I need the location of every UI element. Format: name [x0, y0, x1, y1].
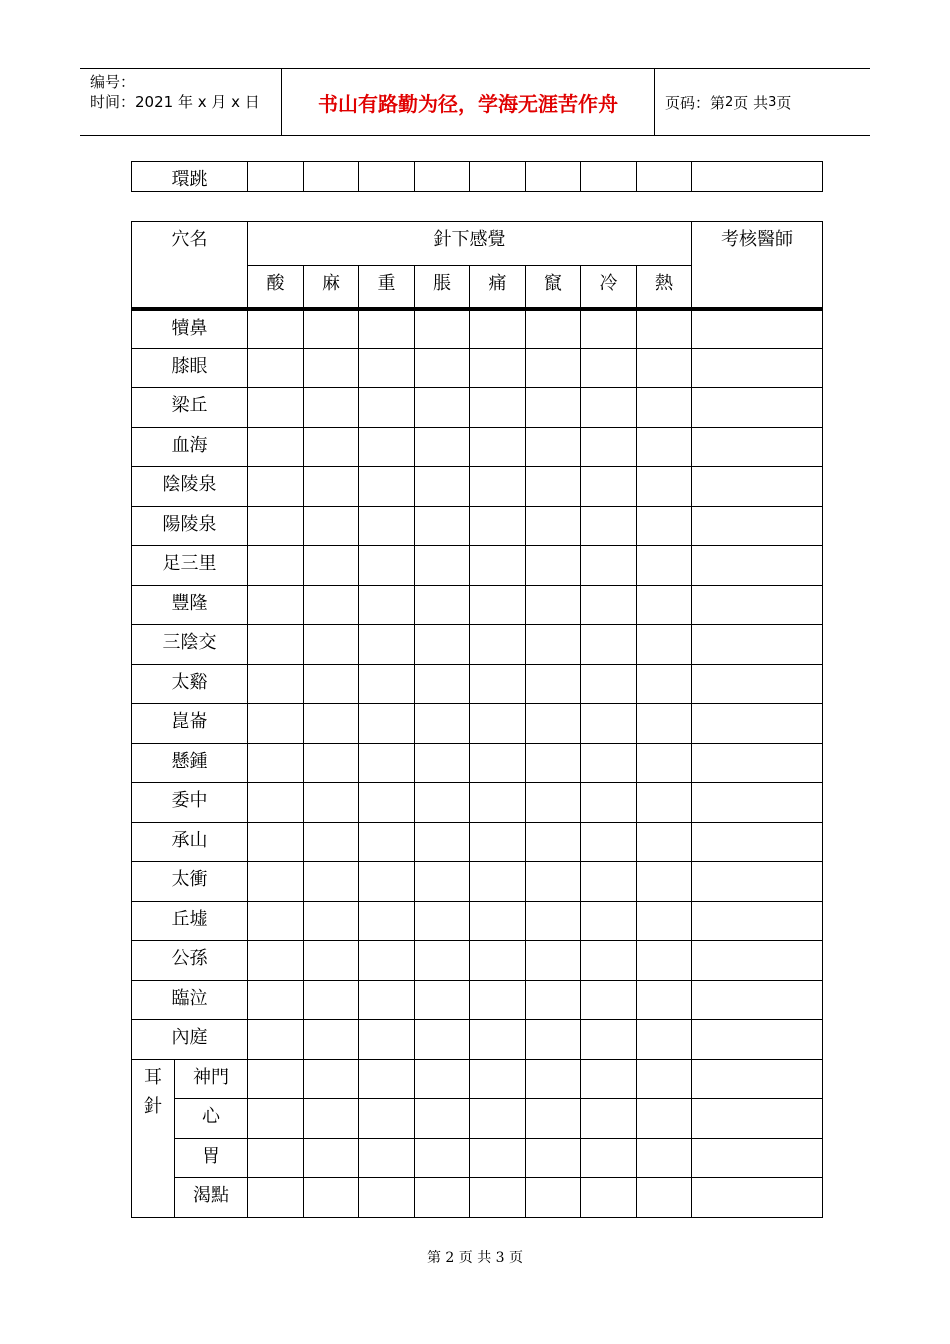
sensation-cell[interactable] — [248, 783, 304, 823]
sensation-cell[interactable] — [248, 941, 304, 981]
sensation-cell[interactable] — [581, 348, 637, 388]
sensation-cell[interactable] — [359, 980, 415, 1020]
sensation-cell[interactable] — [470, 862, 526, 902]
point-name: 環跳 — [132, 162, 248, 192]
sensation-cell[interactable] — [526, 506, 581, 546]
ear-acupuncture-label: 耳 針 — [132, 1059, 175, 1217]
sensation-cell[interactable] — [637, 467, 692, 507]
table-row — [132, 427, 823, 467]
sensation-cell[interactable] — [248, 427, 304, 467]
sensation-cell[interactable] — [526, 901, 581, 941]
point-name: 內庭 — [132, 1020, 248, 1060]
sensation-cell[interactable] — [581, 743, 637, 783]
sensation-cell[interactable] — [470, 162, 526, 192]
sensation-cell[interactable] — [637, 1059, 692, 1099]
sensation-cell[interactable] — [470, 1178, 526, 1218]
sensation-cell[interactable] — [470, 1099, 526, 1139]
sensation-cell[interactable] — [359, 1020, 415, 1060]
sensation-cell[interactable] — [526, 704, 581, 744]
sensation-cell[interactable] — [415, 546, 470, 586]
sensation-cell[interactable] — [304, 427, 359, 467]
ear-point-name: 神門 — [175, 1059, 248, 1099]
table-row — [132, 822, 823, 862]
sensation-cell[interactable] — [304, 348, 359, 388]
sensation-cell[interactable] — [248, 743, 304, 783]
sensation-cell[interactable] — [359, 348, 415, 388]
sensation-cell[interactable] — [359, 162, 415, 192]
sensation-cell[interactable] — [248, 309, 304, 349]
header-page-info — [655, 69, 870, 135]
doctor-cell[interactable] — [692, 941, 823, 981]
sensation-cell[interactable] — [415, 1178, 470, 1218]
sensation-cell[interactable] — [359, 862, 415, 902]
doctor-cell[interactable] — [692, 704, 823, 744]
sensation-cell[interactable] — [526, 664, 581, 704]
sensation-cell[interactable] — [415, 1020, 470, 1060]
sensation-cell[interactable] — [415, 664, 470, 704]
sensation-cell[interactable] — [415, 162, 470, 192]
sensation-cell[interactable] — [637, 427, 692, 467]
doctor-cell[interactable] — [692, 901, 823, 941]
point-name: 血海 — [132, 427, 248, 467]
sensation-cell[interactable] — [637, 783, 692, 823]
sensation-cell[interactable] — [581, 664, 637, 704]
doctor-cell[interactable] — [692, 546, 823, 586]
sensation-cell[interactable] — [304, 664, 359, 704]
sensation-cell[interactable] — [415, 388, 470, 428]
page-label: 页码：第 — [665, 93, 726, 112]
sensation-cell[interactable] — [470, 348, 526, 388]
sensation-cell[interactable] — [248, 1020, 304, 1060]
point-name: 太衝 — [132, 862, 248, 902]
sensation-cell[interactable] — [304, 783, 359, 823]
sensation-cell[interactable] — [304, 980, 359, 1020]
sensation-cell[interactable] — [248, 664, 304, 704]
sensation-cell[interactable] — [637, 309, 692, 349]
sensation-cell[interactable] — [359, 467, 415, 507]
page-total: 3 — [768, 94, 777, 110]
sensation-cell[interactable] — [470, 546, 526, 586]
point-name: 梁丘 — [132, 388, 248, 428]
sensation-cell[interactable] — [526, 388, 581, 428]
table-row — [132, 1178, 823, 1218]
sensation-header: 冷 — [581, 266, 637, 309]
sensation-cell[interactable] — [415, 901, 470, 941]
header-motto: 书山有路勤为径，学海无涯苦作舟 — [282, 69, 655, 135]
point-name: 膝眼 — [132, 348, 248, 388]
table-row — [132, 1020, 823, 1060]
table-row — [132, 506, 823, 546]
table-row — [132, 585, 823, 625]
sensation-cell[interactable] — [526, 348, 581, 388]
sensation-cell[interactable] — [415, 348, 470, 388]
sensation-cell[interactable] — [248, 1138, 304, 1178]
sensation-cell[interactable] — [526, 1138, 581, 1178]
table-row — [132, 980, 823, 1020]
sensation-cell[interactable] — [581, 941, 637, 981]
sensation-cell[interactable] — [248, 1059, 304, 1099]
sensation-cell[interactable] — [415, 1099, 470, 1139]
sensation-cell[interactable] — [581, 862, 637, 902]
sensation-header: 重 — [359, 266, 415, 309]
sensation-cell[interactable] — [637, 862, 692, 902]
sensation-cell[interactable] — [304, 901, 359, 941]
sensation-cell[interactable] — [248, 980, 304, 1020]
sensation-cell[interactable] — [637, 901, 692, 941]
sensation-cell[interactable] — [526, 467, 581, 507]
doctor-cell[interactable] — [692, 862, 823, 902]
sensation-cell[interactable] — [637, 348, 692, 388]
sensation-cell[interactable] — [359, 1099, 415, 1139]
sensation-cell[interactable] — [304, 1138, 359, 1178]
doctor-cell[interactable] — [692, 1138, 823, 1178]
sensation-cell[interactable] — [470, 783, 526, 823]
sensation-cell[interactable] — [470, 625, 526, 665]
sensation-cell[interactable] — [581, 1138, 637, 1178]
sensation-cell[interactable] — [304, 822, 359, 862]
sensation-cell[interactable] — [415, 467, 470, 507]
sensation-cell[interactable] — [637, 625, 692, 665]
doctor-cell[interactable] — [692, 309, 823, 349]
sensation-cell[interactable] — [248, 1099, 304, 1139]
sensation-cell[interactable] — [637, 1099, 692, 1139]
point-name: 犢鼻 — [132, 309, 248, 349]
sensation-cell[interactable] — [359, 546, 415, 586]
continuation-table — [131, 161, 823, 192]
point-name: 公孫 — [132, 941, 248, 981]
table-row — [132, 1099, 823, 1139]
sensation-cell[interactable] — [304, 862, 359, 902]
sensation-cell[interactable] — [248, 625, 304, 665]
sensation-cell[interactable] — [581, 427, 637, 467]
doctor-cell[interactable] — [692, 1059, 823, 1099]
point-name: 臨泣 — [132, 980, 248, 1020]
sensation-cell[interactable] — [637, 1138, 692, 1178]
sensation-cell[interactable] — [415, 980, 470, 1020]
doctor-cell[interactable] — [692, 783, 823, 823]
sensation-cell[interactable] — [526, 1178, 581, 1218]
sensation-cell[interactable] — [637, 585, 692, 625]
table-row — [132, 901, 823, 941]
sensation-cell[interactable] — [359, 1059, 415, 1099]
sensation-cell[interactable] — [248, 1178, 304, 1218]
sensation-cell[interactable] — [526, 625, 581, 665]
sensation-cell[interactable] — [526, 162, 581, 192]
page-number: 2 — [725, 94, 734, 110]
col-header-sensation: 針下感覺 — [248, 222, 692, 266]
time-label: 时间：2021 年 x 月 x 日 — [90, 93, 260, 111]
table-row — [132, 664, 823, 704]
col-header-point: 穴名 — [132, 222, 248, 309]
sensation-cell[interactable] — [470, 1059, 526, 1099]
col-header-doctor: 考核醫師 — [692, 222, 823, 309]
sensation-cell[interactable] — [304, 506, 359, 546]
sensation-cell[interactable] — [526, 980, 581, 1020]
sensation-cell[interactable] — [581, 585, 637, 625]
sensation-cell[interactable] — [470, 822, 526, 862]
sensation-cell[interactable] — [526, 1020, 581, 1060]
sensation-cell[interactable] — [359, 901, 415, 941]
sensation-cell[interactable] — [637, 822, 692, 862]
sensation-cell[interactable] — [637, 546, 692, 586]
sensation-cell[interactable] — [581, 1178, 637, 1218]
table-row — [132, 783, 823, 823]
doctor-cell[interactable] — [692, 388, 823, 428]
page-mid: 页 共 — [733, 93, 769, 112]
doctor-cell[interactable] — [692, 162, 823, 192]
sensation-cell[interactable] — [248, 822, 304, 862]
point-name: 豐隆 — [132, 585, 248, 625]
sensation-cell[interactable] — [304, 941, 359, 981]
sensation-cell[interactable] — [359, 585, 415, 625]
ear-point-name: 胃 — [175, 1138, 248, 1178]
sensation-header: 麻 — [304, 266, 359, 309]
sensation-cell[interactable] — [581, 704, 637, 744]
sensation-cell[interactable] — [637, 1178, 692, 1218]
sensation-cell[interactable] — [415, 743, 470, 783]
sensation-cell[interactable] — [637, 162, 692, 192]
page-header — [80, 68, 870, 136]
doctor-cell[interactable] — [692, 467, 823, 507]
sensation-cell[interactable] — [470, 427, 526, 467]
sensation-cell[interactable] — [415, 427, 470, 467]
sensation-cell[interactable] — [581, 1020, 637, 1060]
sensation-cell[interactable] — [248, 162, 304, 192]
sensation-cell[interactable] — [581, 822, 637, 862]
sensation-cell[interactable] — [581, 467, 637, 507]
sensation-cell[interactable] — [526, 783, 581, 823]
table-row — [132, 862, 823, 902]
sensation-cell[interactable] — [415, 625, 470, 665]
sensation-cell[interactable] — [304, 585, 359, 625]
sensation-cell[interactable] — [526, 427, 581, 467]
sensation-cell[interactable] — [470, 743, 526, 783]
table-row — [132, 348, 823, 388]
sensation-cell[interactable] — [581, 546, 637, 586]
table-row — [132, 941, 823, 981]
sensation-cell[interactable] — [248, 348, 304, 388]
sensation-cell[interactable] — [581, 980, 637, 1020]
sensation-cell[interactable] — [581, 309, 637, 349]
sensation-cell[interactable] — [304, 1059, 359, 1099]
sensation-cell[interactable] — [304, 1178, 359, 1218]
sensation-cell[interactable] — [581, 506, 637, 546]
sensation-cell[interactable] — [581, 901, 637, 941]
sensation-cell[interactable] — [526, 941, 581, 981]
page-footer: 第 2 页 共 3 页 — [426, 1250, 524, 1266]
sensation-cell[interactable] — [359, 1138, 415, 1178]
sensation-cell[interactable] — [359, 625, 415, 665]
sensation-cell[interactable] — [637, 941, 692, 981]
sensation-cell[interactable] — [304, 743, 359, 783]
sensation-cell[interactable] — [304, 1099, 359, 1139]
table-row — [132, 546, 823, 586]
table-row — [132, 388, 823, 428]
sensation-cell[interactable] — [526, 546, 581, 586]
sensation-cell[interactable] — [581, 1099, 637, 1139]
sensation-cell[interactable] — [526, 1099, 581, 1139]
point-name: 足三里 — [132, 546, 248, 586]
sensation-cell[interactable] — [637, 506, 692, 546]
point-name: 陽陵泉 — [132, 506, 248, 546]
point-name: 懸鍾 — [132, 743, 248, 783]
table-row — [132, 704, 823, 744]
table-row — [132, 1138, 823, 1178]
sensation-cell[interactable] — [470, 1020, 526, 1060]
sensation-cell[interactable] — [470, 901, 526, 941]
sensation-cell[interactable] — [359, 704, 415, 744]
doctor-cell[interactable] — [692, 348, 823, 388]
table-row — [132, 467, 823, 507]
sensation-cell[interactable] — [470, 704, 526, 744]
doctor-cell[interactable] — [692, 822, 823, 862]
sensation-cell[interactable] — [470, 585, 526, 625]
point-name: 三陰交 — [132, 625, 248, 665]
header-meta — [80, 69, 282, 135]
sensation-cell[interactable] — [359, 1178, 415, 1218]
sensation-cell[interactable] — [415, 585, 470, 625]
doctor-cell[interactable] — [692, 1178, 823, 1218]
doctor-cell[interactable] — [692, 980, 823, 1020]
ear-point-name: 心 — [175, 1099, 248, 1139]
point-name: 委中 — [132, 783, 248, 823]
sensation-header: 脹 — [415, 266, 470, 309]
sensation-cell[interactable] — [470, 506, 526, 546]
sensation-cell[interactable] — [415, 941, 470, 981]
sensation-cell[interactable] — [415, 506, 470, 546]
doctor-cell[interactable] — [692, 664, 823, 704]
doctor-cell[interactable] — [692, 427, 823, 467]
doctor-cell[interactable] — [692, 1099, 823, 1139]
sensation-cell[interactable] — [359, 427, 415, 467]
sensation-cell[interactable] — [470, 388, 526, 428]
sensation-cell[interactable] — [470, 467, 526, 507]
table-row — [132, 309, 823, 349]
acupoint-table — [131, 221, 823, 1218]
sensation-cell[interactable] — [304, 467, 359, 507]
sensation-cell[interactable] — [415, 704, 470, 744]
doctor-cell[interactable] — [692, 625, 823, 665]
sensation-cell[interactable] — [359, 506, 415, 546]
sensation-cell[interactable] — [248, 901, 304, 941]
sensation-header: 酸 — [248, 266, 304, 309]
sensation-cell[interactable] — [304, 162, 359, 192]
doctor-cell[interactable] — [692, 506, 823, 546]
sensation-cell[interactable] — [637, 980, 692, 1020]
sensation-cell[interactable] — [637, 1020, 692, 1060]
sensation-cell[interactable] — [415, 309, 470, 349]
sensation-cell[interactable] — [415, 862, 470, 902]
header-row — [132, 222, 823, 266]
sensation-header: 熱 — [637, 266, 692, 309]
sensation-cell[interactable] — [581, 162, 637, 192]
sensation-cell[interactable] — [359, 783, 415, 823]
table-row — [132, 625, 823, 665]
sensation-cell[interactable] — [581, 625, 637, 665]
point-name: 太谿 — [132, 664, 248, 704]
sensation-cell[interactable] — [526, 862, 581, 902]
sensation-cell[interactable] — [526, 1059, 581, 1099]
doctor-cell[interactable] — [692, 1020, 823, 1060]
sensation-cell[interactable] — [581, 388, 637, 428]
sensation-cell[interactable] — [470, 941, 526, 981]
sensation-cell[interactable] — [248, 585, 304, 625]
table-row — [132, 743, 823, 783]
sensation-cell[interactable] — [248, 546, 304, 586]
sensation-cell[interactable] — [637, 388, 692, 428]
sensation-cell[interactable] — [526, 585, 581, 625]
sensation-cell[interactable] — [526, 822, 581, 862]
sensation-header: 痛 — [470, 266, 526, 309]
sensation-cell[interactable] — [637, 664, 692, 704]
sensation-cell[interactable] — [248, 704, 304, 744]
sensation-cell[interactable] — [526, 309, 581, 349]
sensation-cell[interactable] — [359, 309, 415, 349]
sensation-cell[interactable] — [415, 783, 470, 823]
sensation-cell[interactable] — [248, 506, 304, 546]
sensation-header: 竄 — [526, 266, 581, 309]
ear-point-name: 渴點 — [175, 1178, 248, 1218]
sensation-cell[interactable] — [304, 388, 359, 428]
sensation-cell[interactable] — [304, 546, 359, 586]
sensation-cell[interactable] — [359, 388, 415, 428]
point-name: 丘墟 — [132, 901, 248, 941]
sensation-cell[interactable] — [581, 783, 637, 823]
number-label: 编号： — [90, 73, 136, 91]
sensation-cell[interactable] — [304, 625, 359, 665]
sensation-cell[interactable] — [637, 704, 692, 744]
sensation-cell[interactable] — [359, 822, 415, 862]
point-name: 承山 — [132, 822, 248, 862]
table-row — [132, 162, 823, 192]
sensation-cell[interactable] — [470, 309, 526, 349]
doctor-cell[interactable] — [692, 743, 823, 783]
sensation-cell[interactable] — [415, 1138, 470, 1178]
sensation-cell[interactable] — [637, 743, 692, 783]
sensation-cell[interactable] — [248, 862, 304, 902]
sensation-cell[interactable] — [248, 388, 304, 428]
sensation-cell[interactable] — [415, 822, 470, 862]
table-row — [132, 1059, 823, 1099]
page-end: 页 — [776, 93, 792, 112]
sensation-cell[interactable] — [526, 743, 581, 783]
sensation-cell[interactable] — [470, 664, 526, 704]
sensation-cell[interactable] — [304, 309, 359, 349]
doctor-cell[interactable] — [692, 585, 823, 625]
sensation-cell[interactable] — [304, 1020, 359, 1060]
point-name: 陰陵泉 — [132, 467, 248, 507]
sensation-cell[interactable] — [470, 980, 526, 1020]
sensation-cell[interactable] — [304, 704, 359, 744]
sensation-cell[interactable] — [359, 743, 415, 783]
sensation-cell[interactable] — [359, 941, 415, 981]
sensation-cell[interactable] — [359, 664, 415, 704]
sensation-cell[interactable] — [470, 1138, 526, 1178]
sensation-cell[interactable] — [415, 1059, 470, 1099]
point-name: 崑崙 — [132, 704, 248, 744]
sensation-cell[interactable] — [248, 467, 304, 507]
sensation-cell[interactable] — [581, 1059, 637, 1099]
